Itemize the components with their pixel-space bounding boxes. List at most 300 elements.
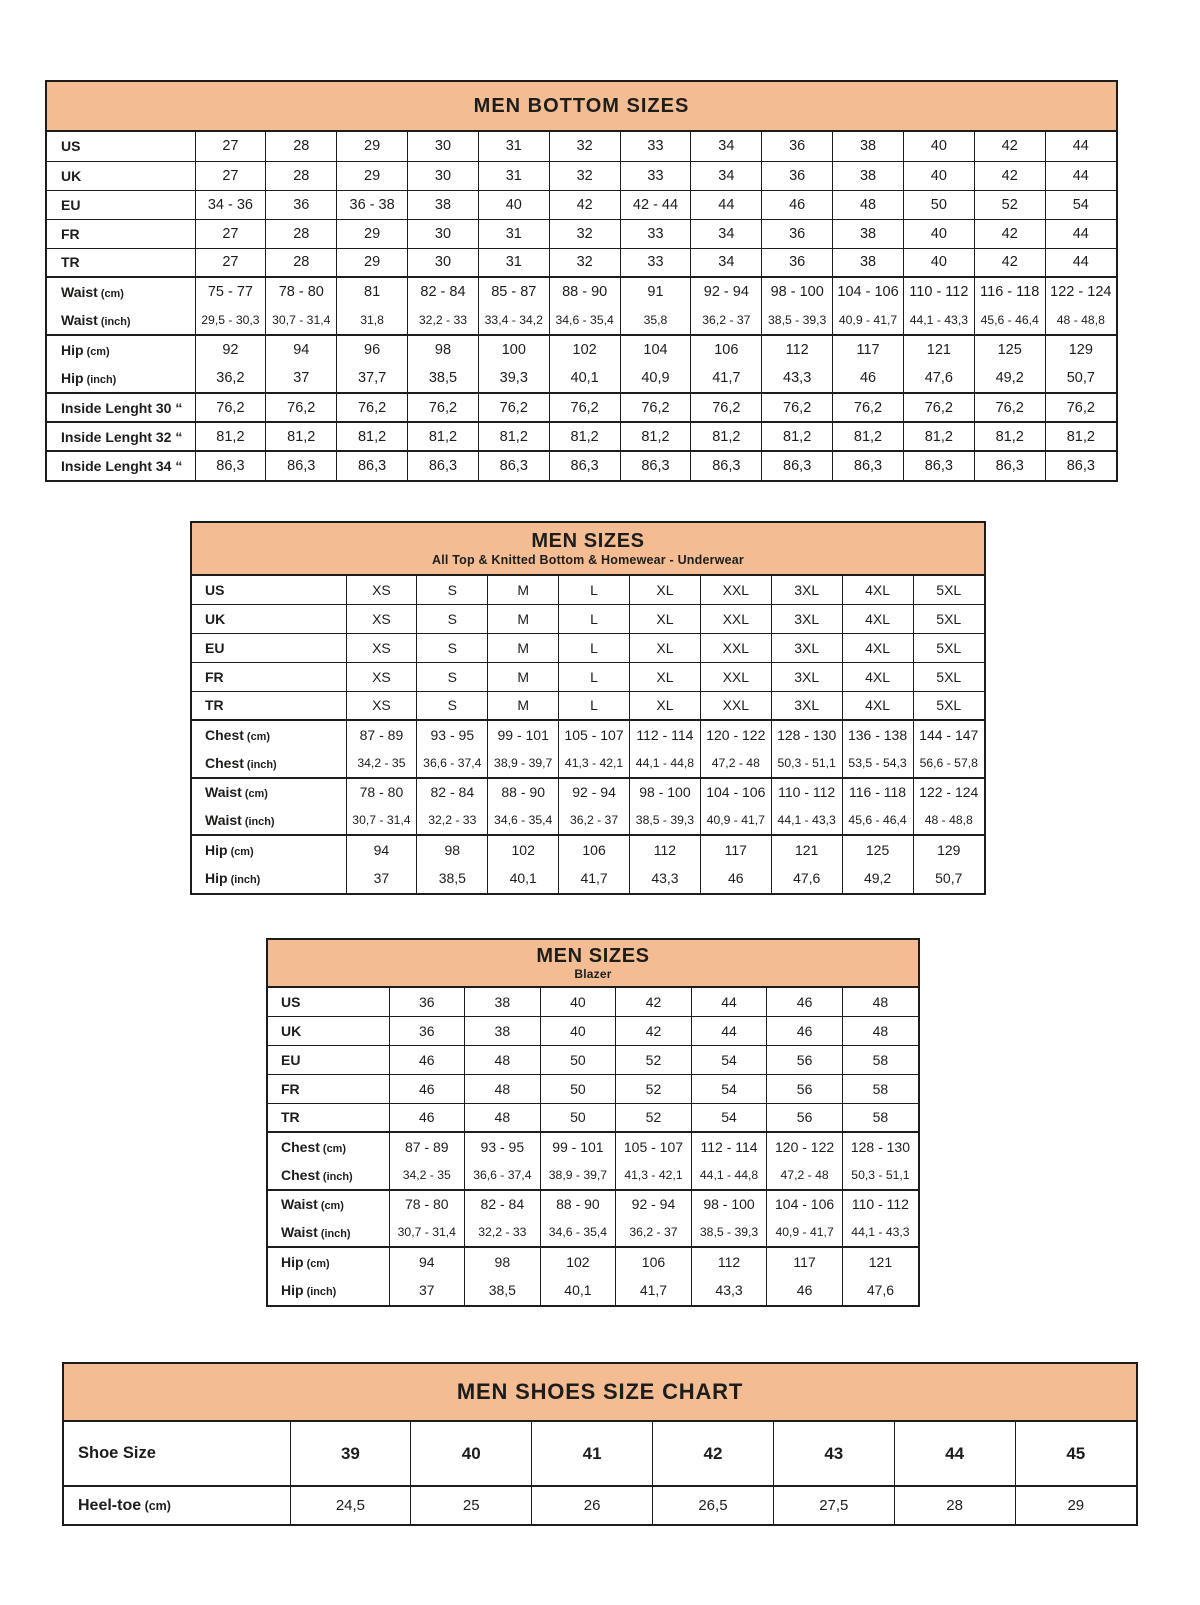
size-value-cell: 4XL <box>842 691 913 720</box>
size-value-cell: 48 <box>833 190 904 219</box>
size-value-cell: 32,2 - 33 <box>465 1218 541 1247</box>
size-value-cell: 30 <box>408 248 479 277</box>
row-label-us <box>268 988 389 1017</box>
table-row <box>192 864 984 893</box>
size-value-cell: 32 <box>549 132 620 161</box>
size-value-cell: 76,2 <box>195 393 266 422</box>
size-value-cell: S <box>417 634 488 663</box>
size-value-cell: 86,3 <box>478 451 549 480</box>
size-value-cell: 53,5 - 54,3 <box>842 749 913 778</box>
size-grid <box>192 576 984 893</box>
row-label-chest-inch <box>268 1161 389 1190</box>
row-label-text: Inside Lenght 34 “ <box>61 458 183 474</box>
size-value-cell: XL <box>630 662 701 691</box>
size-value-cell: 78 - 80 <box>346 778 417 807</box>
size-value-cell: 46 <box>389 1103 465 1132</box>
size-value-cell: 117 <box>700 835 771 864</box>
row-label-tr <box>268 1103 389 1132</box>
size-grid <box>47 132 1116 480</box>
size-value-cell: 40,1 <box>540 1276 616 1305</box>
table-row <box>47 335 1116 364</box>
size-value-cell: L <box>559 605 630 634</box>
size-value-cell: 36,6 - 37,4 <box>417 749 488 778</box>
size-value-cell: 92 <box>195 335 266 364</box>
size-value-cell: 86,3 <box>620 451 691 480</box>
table-row <box>268 988 918 1017</box>
table-subtitle: All Top & Knitted Bottom & Homewear - Underwear <box>432 552 744 567</box>
size-value-cell: 27 <box>195 219 266 248</box>
size-value-cell: 26,5 <box>653 1486 774 1524</box>
size-value-cell: 33 <box>620 219 691 248</box>
size-value-cell: 102 <box>540 1247 616 1276</box>
size-value-cell: S <box>417 605 488 634</box>
row-label-text: EU <box>281 1051 301 1068</box>
table-row <box>268 1046 918 1075</box>
size-value-cell: 34,2 - 35 <box>389 1161 465 1190</box>
table-row <box>268 1218 918 1247</box>
size-value-cell: 45 <box>1015 1422 1136 1486</box>
size-value-cell: 44 <box>894 1422 1015 1486</box>
size-value-cell: L <box>559 576 630 605</box>
size-value-cell: 75 - 77 <box>195 277 266 306</box>
size-value-cell: 94 <box>389 1247 465 1276</box>
size-value-cell: 46 <box>762 190 833 219</box>
size-value-cell: M <box>488 576 559 605</box>
row-label-fr <box>47 219 195 248</box>
size-value-cell: 76,2 <box>691 393 762 422</box>
size-value-cell: 41 <box>532 1422 653 1486</box>
size-value-cell: 3XL <box>771 634 842 663</box>
size-value-cell: 24,5 <box>290 1486 411 1524</box>
size-value-cell: 94 <box>266 335 337 364</box>
table-row <box>192 835 984 864</box>
size-value-cell: 31 <box>478 132 549 161</box>
size-value-cell: 33 <box>620 132 691 161</box>
size-value-cell: 45,6 - 46,4 <box>842 806 913 835</box>
size-value-cell: 86,3 <box>762 451 833 480</box>
size-value-cell: 50 <box>540 1046 616 1075</box>
size-value-cell: 32 <box>549 248 620 277</box>
size-value-cell: 43,3 <box>762 364 833 393</box>
size-value-cell: 39,3 <box>478 364 549 393</box>
size-value-cell: 81,2 <box>620 422 691 451</box>
size-value-cell: 34 <box>691 132 762 161</box>
size-value-cell: 34 - 36 <box>195 190 266 219</box>
size-value-cell: 43,3 <box>630 864 701 893</box>
row-label-inside-lenght-34 <box>47 451 195 480</box>
size-value-cell: 86,3 <box>833 451 904 480</box>
size-value-cell: 76,2 <box>1045 393 1116 422</box>
size-value-cell: 44 <box>1045 248 1116 277</box>
row-label-hip-inch <box>192 864 346 893</box>
row-label-text: Inside Lenght 32 “ <box>61 428 183 445</box>
size-value-cell: 104 - 106 <box>700 778 771 807</box>
row-label-unit: (cm) <box>243 730 270 743</box>
size-value-cell: 46 <box>767 1276 843 1305</box>
table-row <box>47 306 1116 335</box>
size-value-cell: 112 - 114 <box>691 1132 767 1161</box>
size-value-cell: 42 <box>974 248 1045 277</box>
size-value-cell: 28 <box>266 219 337 248</box>
size-value-cell: 92 - 94 <box>616 1190 692 1219</box>
size-value-cell: 76,2 <box>478 393 549 422</box>
row-label-text: Chest <box>205 726 244 743</box>
size-value-cell: 86,3 <box>903 451 974 480</box>
size-value-cell: XL <box>630 634 701 663</box>
size-value-cell: 98 <box>408 335 479 364</box>
size-value-cell: 76,2 <box>762 393 833 422</box>
size-value-cell: 34,6 - 35,4 <box>549 306 620 335</box>
row-label-text: Waist <box>61 312 98 328</box>
row-label-text: Hip <box>281 1282 304 1299</box>
size-value-cell: 58 <box>842 1103 918 1132</box>
row-label-heel-toe-cm <box>64 1486 290 1524</box>
table-row <box>47 277 1116 306</box>
size-value-cell: XS <box>346 605 417 634</box>
row-label-text: Waist <box>205 812 242 829</box>
size-value-cell: 50,3 - 51,1 <box>771 749 842 778</box>
row-label-chest-inch <box>192 749 346 778</box>
size-value-cell: 31 <box>478 161 549 190</box>
size-value-cell: 40 <box>903 248 974 277</box>
size-value-cell: 81,2 <box>974 422 1045 451</box>
size-value-cell: 40 <box>478 190 549 219</box>
table-row <box>192 634 984 663</box>
size-value-cell: M <box>488 605 559 634</box>
size-value-cell: 82 - 84 <box>417 778 488 807</box>
row-label-unit: (inch) <box>243 758 277 771</box>
size-value-cell: 46 <box>767 988 843 1017</box>
size-value-cell: 92 - 94 <box>559 778 630 807</box>
size-value-cell: 43,3 <box>691 1276 767 1305</box>
row-label-eu <box>192 634 346 663</box>
size-value-cell: 40 <box>903 161 974 190</box>
row-label-chest-cm <box>268 1132 389 1161</box>
row-label-unit: (cm) <box>241 788 268 801</box>
size-value-cell: 44 <box>1045 132 1116 161</box>
row-label-unit: (inch) <box>319 1170 353 1183</box>
size-value-cell: 50,7 <box>913 864 984 893</box>
size-value-cell: 112 - 114 <box>630 720 701 749</box>
size-value-cell: 81,2 <box>478 422 549 451</box>
size-value-cell: 29 <box>1015 1486 1136 1524</box>
size-value-cell: 3XL <box>771 576 842 605</box>
size-value-cell: 121 <box>771 835 842 864</box>
size-value-cell: XXL <box>700 662 771 691</box>
table-row <box>47 161 1116 190</box>
size-value-cell: 49,2 <box>842 864 913 893</box>
table-title: MEN BOTTOM SIZES <box>473 94 690 117</box>
size-value-cell: 46 <box>833 364 904 393</box>
row-label-text: FR <box>281 1080 300 1097</box>
size-value-cell: 29 <box>337 248 408 277</box>
size-value-cell: 26 <box>532 1486 653 1524</box>
row-label-unit: (inch) <box>227 874 261 887</box>
row-label-inside-lenght-30 <box>47 393 195 422</box>
size-value-cell: 36,2 - 37 <box>616 1218 692 1247</box>
size-value-cell: 36 <box>266 190 337 219</box>
table-row <box>47 422 1116 451</box>
table-row <box>192 720 984 749</box>
size-value-cell: M <box>488 691 559 720</box>
size-value-cell: 37,7 <box>337 364 408 393</box>
size-value-cell: 87 - 89 <box>346 720 417 749</box>
men-shoes-size-chart-table <box>62 1362 1138 1526</box>
size-value-cell: 52 <box>616 1103 692 1132</box>
size-value-cell: 35,8 <box>620 306 691 335</box>
size-value-cell: 76,2 <box>974 393 1045 422</box>
table-row <box>47 364 1116 393</box>
row-label-text: Hip <box>61 342 84 358</box>
size-value-cell: 86,3 <box>195 451 266 480</box>
size-value-cell: 39 <box>290 1422 411 1486</box>
table-header-band <box>47 82 1116 132</box>
size-value-cell: 120 - 122 <box>767 1132 843 1161</box>
size-value-cell: 99 - 101 <box>488 720 559 749</box>
row-label-text: Hip <box>205 842 228 859</box>
size-value-cell: 42 <box>974 219 1045 248</box>
row-label-waist-cm <box>192 778 346 807</box>
size-value-cell: 76,2 <box>337 393 408 422</box>
size-value-cell: 48 - 48,8 <box>913 806 984 835</box>
size-value-cell: 3XL <box>771 691 842 720</box>
size-value-cell: 116 - 118 <box>974 277 1045 306</box>
size-value-cell: 48 <box>465 1103 541 1132</box>
size-value-cell: XL <box>630 576 701 605</box>
row-label-text: Waist <box>281 1224 318 1241</box>
row-label-unit: (cm) <box>319 1142 346 1155</box>
size-value-cell: 31 <box>478 248 549 277</box>
row-label-unit: (inch) <box>317 1228 351 1241</box>
size-value-cell: 30 <box>408 132 479 161</box>
size-value-cell: 48 - 48,8 <box>1045 306 1116 335</box>
row-label-text: UK <box>61 167 82 184</box>
size-value-cell: 81,2 <box>266 422 337 451</box>
size-value-cell: 106 <box>616 1247 692 1276</box>
size-value-cell: 44 <box>1045 161 1116 190</box>
row-label-text: EU <box>205 639 225 656</box>
size-value-cell: 110 - 112 <box>903 277 974 306</box>
row-label-unit: (cm) <box>303 1258 330 1271</box>
size-value-cell: 120 - 122 <box>700 720 771 749</box>
size-value-cell: 40 <box>903 219 974 248</box>
size-value-cell: 50 <box>903 190 974 219</box>
size-value-cell: 32 <box>549 219 620 248</box>
table-row <box>192 691 984 720</box>
size-value-cell: 40,9 - 41,7 <box>767 1218 843 1247</box>
table-row <box>64 1486 1136 1524</box>
size-value-cell: 38,5 <box>465 1276 541 1305</box>
size-value-cell: 36,6 - 37,4 <box>465 1161 541 1190</box>
row-label-text: US <box>281 994 301 1011</box>
size-value-cell: 76,2 <box>408 393 479 422</box>
row-label-tr <box>47 248 195 277</box>
table-row <box>268 1132 918 1161</box>
row-label-text: TR <box>61 254 80 271</box>
size-value-cell: S <box>417 662 488 691</box>
table-row <box>192 662 984 691</box>
table-row <box>268 1103 918 1132</box>
size-value-cell: 129 <box>1045 335 1116 364</box>
size-value-cell: 58 <box>842 1074 918 1103</box>
size-value-cell: 36 - 38 <box>337 190 408 219</box>
row-label-unit: (inch) <box>83 374 117 386</box>
size-value-cell: 106 <box>559 835 630 864</box>
row-label-uk <box>268 1017 389 1046</box>
size-value-cell: 81,2 <box>549 422 620 451</box>
size-value-cell: 86,3 <box>549 451 620 480</box>
size-value-cell: 38,5 <box>417 864 488 893</box>
size-value-cell: 36,2 <box>195 364 266 393</box>
size-value-cell: 50 <box>540 1074 616 1103</box>
size-value-cell: 42 <box>974 161 1045 190</box>
row-label-eu <box>47 190 195 219</box>
row-label-text: TR <box>205 697 224 714</box>
size-value-cell: 40 <box>903 132 974 161</box>
size-value-cell: 105 - 107 <box>616 1132 692 1161</box>
row-label-fr <box>268 1074 389 1103</box>
size-value-cell: 46 <box>700 864 771 893</box>
size-value-cell: 50,7 <box>1045 364 1116 393</box>
size-value-cell: 36,2 - 37 <box>559 806 630 835</box>
size-value-cell: 48 <box>465 1074 541 1103</box>
size-value-cell: 33 <box>620 248 691 277</box>
size-value-cell: 44 <box>691 1017 767 1046</box>
size-value-cell: 94 <box>346 835 417 864</box>
size-value-cell: 136 - 138 <box>842 720 913 749</box>
size-value-cell: 4XL <box>842 634 913 663</box>
size-value-cell: 112 <box>762 335 833 364</box>
size-value-cell: 47,2 - 48 <box>700 749 771 778</box>
size-value-cell: 38 <box>833 161 904 190</box>
row-label-text: Waist <box>205 784 242 801</box>
row-label-waist-inch <box>47 306 195 335</box>
size-value-cell: 88 - 90 <box>549 277 620 306</box>
size-value-cell: 42 <box>653 1422 774 1486</box>
size-value-cell: 54 <box>691 1046 767 1075</box>
size-value-cell: 45,6 - 46,4 <box>974 306 1045 335</box>
size-value-cell: 30 <box>408 161 479 190</box>
size-value-cell: 42 <box>974 132 1045 161</box>
size-value-cell: 47,2 - 48 <box>767 1161 843 1190</box>
size-value-cell: 98 <box>465 1247 541 1276</box>
row-label-text: EU <box>61 196 81 213</box>
size-value-cell: 121 <box>842 1247 918 1276</box>
size-value-cell: 5XL <box>913 605 984 634</box>
size-value-cell: 42 <box>549 190 620 219</box>
size-value-cell: 40,9 - 41,7 <box>700 806 771 835</box>
size-value-cell: 144 - 147 <box>913 720 984 749</box>
size-value-cell: 29 <box>337 219 408 248</box>
size-value-cell: 81,2 <box>408 422 479 451</box>
size-value-cell: 56 <box>767 1103 843 1132</box>
size-value-cell: 38 <box>465 1017 541 1046</box>
row-label-unit: (inch) <box>303 1286 337 1299</box>
size-value-cell: 36 <box>762 132 833 161</box>
size-value-cell: 87 - 89 <box>389 1132 465 1161</box>
size-value-cell: 54 <box>1045 190 1116 219</box>
row-label-waist-cm <box>47 277 195 306</box>
size-value-cell: 112 <box>630 835 701 864</box>
size-value-cell: 76,2 <box>833 393 904 422</box>
row-label-text: Chest <box>205 754 244 771</box>
row-label-text: Waist <box>61 284 98 300</box>
size-value-cell: 30,7 - 31,4 <box>389 1218 465 1247</box>
table-row <box>64 1422 1136 1486</box>
row-label-hip-cm <box>192 835 346 864</box>
row-label-unit: (inch) <box>241 816 275 829</box>
size-value-cell: 86,3 <box>408 451 479 480</box>
size-value-cell: 48 <box>842 988 918 1017</box>
size-value-cell: L <box>559 634 630 663</box>
size-value-cell: 104 <box>620 335 691 364</box>
size-value-cell: 34,2 - 35 <box>346 749 417 778</box>
table-header-band <box>192 523 984 576</box>
table-row <box>192 778 984 807</box>
size-value-cell: 76,2 <box>549 393 620 422</box>
size-value-cell: 122 - 124 <box>913 778 984 807</box>
size-value-cell: 25 <box>411 1486 532 1524</box>
size-value-cell: 33,4 - 34,2 <box>478 306 549 335</box>
size-value-cell: 41,7 <box>616 1276 692 1305</box>
size-value-cell: 98 - 100 <box>691 1190 767 1219</box>
table-title: MEN SIZES <box>536 944 650 967</box>
size-value-cell: 76,2 <box>266 393 337 422</box>
size-value-cell: S <box>417 691 488 720</box>
size-value-cell: 125 <box>974 335 1045 364</box>
row-label-text: Hip <box>205 870 228 887</box>
size-value-cell: 105 - 107 <box>559 720 630 749</box>
size-value-cell: 36,2 - 37 <box>691 306 762 335</box>
size-value-cell: 40,1 <box>549 364 620 393</box>
size-value-cell: 27 <box>195 248 266 277</box>
size-value-cell: 117 <box>833 335 904 364</box>
table-row <box>47 132 1116 161</box>
table-subtitle: Blazer <box>574 966 612 981</box>
size-value-cell: 54 <box>691 1074 767 1103</box>
size-value-cell: 96 <box>337 335 408 364</box>
size-value-cell: 3XL <box>771 662 842 691</box>
row-label-text: TR <box>281 1109 300 1126</box>
size-value-cell: XXL <box>700 576 771 605</box>
size-value-cell: 5XL <box>913 576 984 605</box>
row-label-uk <box>47 161 195 190</box>
size-value-cell: 102 <box>549 335 620 364</box>
size-value-cell: 110 - 112 <box>842 1190 918 1219</box>
table-title: MEN SIZES <box>531 529 645 552</box>
size-value-cell: 38 <box>833 248 904 277</box>
size-value-cell: 86,3 <box>1045 451 1116 480</box>
table-row <box>192 749 984 778</box>
row-label-hip-cm <box>268 1247 389 1276</box>
size-value-cell: 47,6 <box>903 364 974 393</box>
table-row <box>268 1017 918 1046</box>
size-value-cell: 56 <box>767 1074 843 1103</box>
row-label-tr <box>192 691 346 720</box>
size-value-cell: 98 <box>417 835 488 864</box>
size-value-cell: 128 - 130 <box>771 720 842 749</box>
row-label-waist-inch <box>268 1218 389 1247</box>
size-value-cell: 4XL <box>842 605 913 634</box>
size-value-cell: 44,1 - 43,3 <box>903 306 974 335</box>
size-value-cell: 32,2 - 33 <box>408 306 479 335</box>
size-value-cell: XL <box>630 691 701 720</box>
size-value-cell: 32 <box>549 161 620 190</box>
size-value-cell: 38,5 - 39,3 <box>691 1218 767 1247</box>
row-label-fr <box>192 662 346 691</box>
size-value-cell: 5XL <box>913 662 984 691</box>
size-value-cell: 41,3 - 42,1 <box>616 1161 692 1190</box>
